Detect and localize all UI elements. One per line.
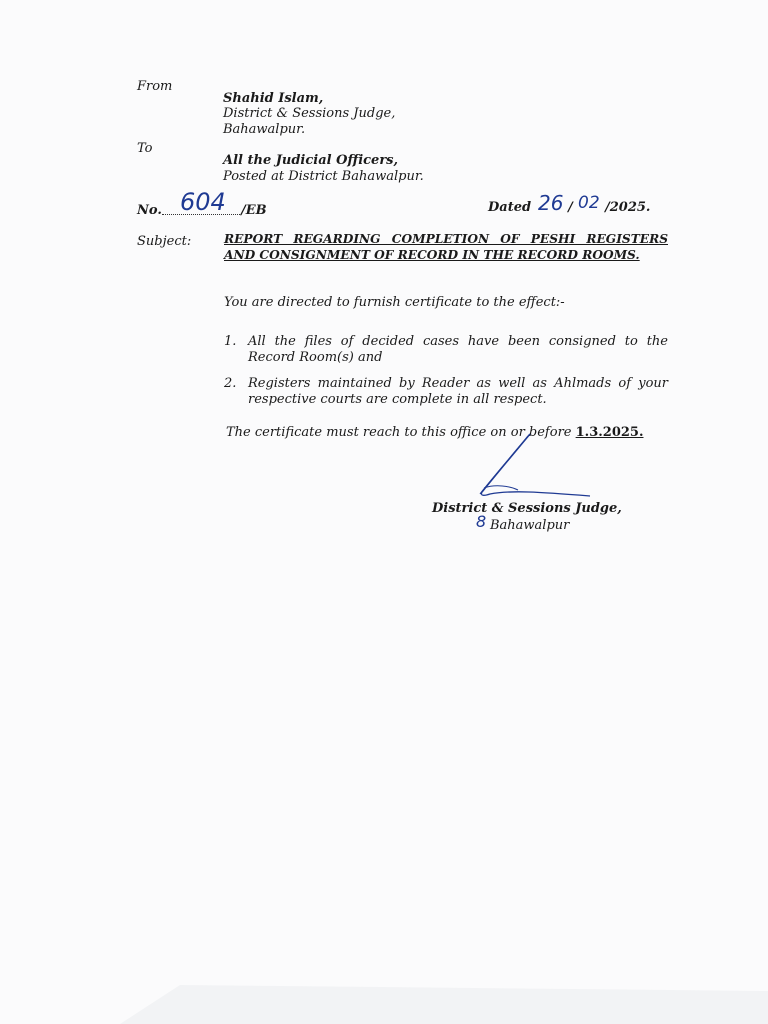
to-label: To (137, 141, 153, 156)
list-item-text: Registers maintained by Reader as well as Ahlmads of your respective courts are complete in all respect. (248, 376, 668, 407)
sender-name: Shahid Islam, (223, 91, 324, 106)
list-item-number: 2. (224, 376, 237, 391)
date-year: /2025. (605, 200, 651, 215)
sender-title: District & Sessions Judge, (223, 106, 396, 121)
deadline-text: The certificate must reach to this office on or before (226, 425, 572, 440)
list-item-number: 1. (224, 334, 237, 349)
handwritten-day: 26 (538, 191, 564, 215)
sender-city: Bahawalpur. (223, 122, 306, 137)
recipient: All the Judicial Officers, (223, 153, 399, 168)
handwritten-number: 604 (180, 188, 226, 216)
signature-initial: 8 (476, 512, 487, 531)
page-fold (120, 985, 768, 1024)
subject-text: REPORT REGARDING COMPLETION OF PESHI REGISTERS AND CONSIGNMENT OF RECORD IN THE RECORD ROOMS. (224, 232, 668, 262)
signature-scribble (470, 430, 610, 505)
body-intro: You are directed to furnish certificate to the effect:- (224, 295, 565, 310)
from-label: From (137, 79, 173, 94)
subject-label: Subject: (137, 234, 192, 249)
list-item-text: All the files of decided cases have been consigned to the Record Room(s) and (248, 334, 668, 365)
no-label: No. (137, 203, 162, 218)
dated-label: Dated (488, 200, 532, 215)
date-separator: / (568, 200, 573, 215)
list-item (224, 334, 668, 366)
list-item (224, 376, 668, 408)
handwritten-month: 02 (578, 193, 600, 213)
deadline-date: 1.3.2025. (575, 425, 644, 440)
signature-title: District & Sessions Judge, (432, 501, 622, 516)
number-suffix: /EB (241, 203, 267, 218)
signature-city: Bahawalpur (490, 518, 570, 533)
recipient-location: Posted at District Bahawalpur. (223, 169, 424, 184)
